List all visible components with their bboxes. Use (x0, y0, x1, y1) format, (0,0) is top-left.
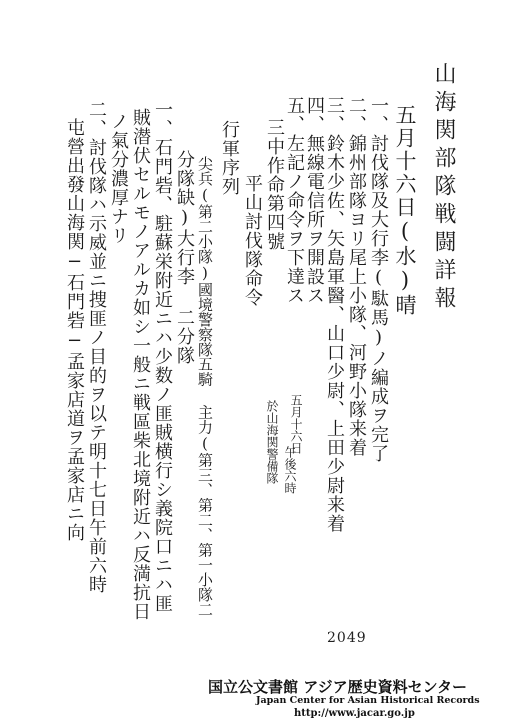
text-column: ノ氣分濃厚ナリ (108, 112, 129, 245)
text-column: 五、左記ノ命令ヲ下達ス (284, 96, 305, 305)
text-column: 二、錦州部隊ヨリ尾上小隊、河野小隊来着 (346, 96, 367, 457)
text-column: 屯營出發山海関−石門砦−孟家店道ヲ孟家店ニ向 (64, 118, 85, 542)
text-column: 分隊缺)大行李 二分隊 (174, 150, 195, 365)
text-column: 尖兵(第二小隊)國境警察隊五騎 主力(第三、第二、第一小隊二 (195, 156, 214, 617)
order-heading: 平山討伐隊命令 (242, 174, 263, 307)
text-column: 四、無線電信所ヲ開設ス (304, 96, 325, 305)
text-column: 二、討伐隊ハ示威並ニ捜匪ノ目的ヲ以テ明十七日午前六時 (86, 100, 107, 594)
footer-url: http://www.jacar.go.jp (294, 708, 415, 719)
footer-organization: 国立公文書館 アジア歴史資料センター (208, 678, 468, 696)
issuer-date: 五月十六日 (289, 394, 303, 454)
text-column: 一、石門砦、駐蘇栄附近ニハ少数ノ匪賊横行シ義院口ニハ匪 (152, 100, 173, 613)
section-heading: 行軍序列 (219, 120, 240, 196)
text-column: 三、鈴木少佐、矢島軍醫、山口少尉、上田少尉来着 (324, 96, 345, 533)
text-column: 一、討伐隊及大行李(駄馬)ノ編成ヲ完了 (368, 96, 389, 463)
date-weather-line: 五月十六日(水)晴 (393, 104, 417, 317)
page-number: 2049 (327, 630, 367, 646)
document-title: 山海関部隊戦闘詳報 (431, 62, 456, 314)
issuer-time: 午後六時 (283, 446, 297, 494)
issuer-place: 於山海関警備隊 (265, 400, 279, 484)
order-number: 三中作命第四號 (264, 118, 285, 251)
text-column: 賊潜伏セルモノアルカ如シ一般ニ戦區柴北境附近ハ反満抗日 (130, 108, 151, 621)
footer-english-name: Japan Center for Asian Historical Records (256, 695, 480, 706)
